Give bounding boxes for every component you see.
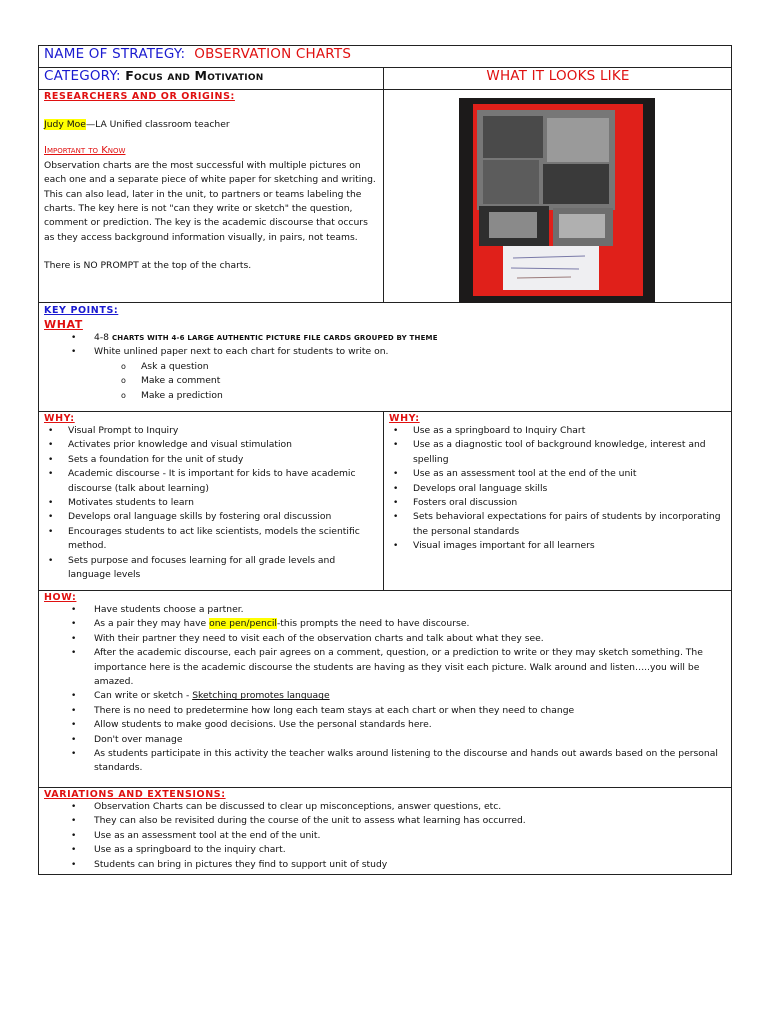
what-item [44, 331, 727, 345]
category-value: Focus and Motivation [125, 68, 264, 83]
what-sublist [44, 360, 727, 403]
why-left-item: • Develops oral language skills by fostering oral discussion [44, 510, 379, 524]
strategy-name-label: NAME OF STRATEGY: [44, 46, 186, 62]
looks-like-cell [384, 68, 732, 90]
why-right-cell [384, 412, 732, 591]
how-cell [39, 591, 732, 788]
why-left-cell [39, 412, 384, 591]
how-item-text: -this prompts the need to have discourse. [276, 618, 470, 630]
how-item-highlight: one pen/pencil [209, 618, 277, 630]
why-left-item: • Visual Prompt to Inquiry [44, 424, 379, 438]
what-item-count: 4-8 [94, 332, 110, 343]
why-left-item: • Sets purpose and focuses learning for all grade levels and language levels [44, 554, 379, 583]
why-right-item: • Sets behavioral expectations for pairs of students by incorporating the personal standards [389, 510, 727, 539]
what-item: • White unlined paper next to each chart for students to write on. [44, 345, 727, 359]
why-right-item: • Use as a springboard to Inquiry Chart [389, 424, 727, 438]
variations-item: • They can also be revisited during the course of the unit to assess what learning has occurred. [44, 814, 727, 828]
why-left-item: • Academic discourse - It is important for kids to have academic discourse (talk about learning) [44, 467, 379, 496]
photo-illustration [459, 98, 655, 303]
how-list [44, 603, 727, 776]
strategy-name-row [39, 46, 732, 68]
how-item: • With their partner they need to visit each of the observation charts and talk about what they see. [44, 632, 727, 646]
researcher-line [44, 118, 379, 132]
variations-item: • Observation Charts can be discussed to clear up misconceptions, answer questions, etc. [44, 800, 727, 814]
how-item [44, 617, 727, 631]
what-subitem: o Make a prediction [44, 389, 727, 403]
why-right-label: WHY: [389, 413, 420, 424]
category-cell [39, 68, 384, 90]
important-label: Important to Know [44, 145, 126, 157]
variations-list [44, 800, 727, 872]
no-prompt-note: There is NO PROMPT at the top of the charts. [44, 260, 252, 272]
observation-chart-photo [459, 98, 655, 303]
what-list [44, 331, 727, 360]
why-left-label: WHY: [44, 413, 75, 424]
variations-item: • Use as an assessment tool at the end of the unit. [44, 829, 727, 843]
strategy-name-cell [39, 46, 732, 68]
how-item: • After the academic discourse, each pair agrees on a comment, question, or a prediction to write or they may sketch something. The importance here is the academic discourse the students are having as they visit each picture. Walk around and listen…..you will be amazed. [44, 646, 727, 689]
why-right-item: • Visual images important for all learners [389, 539, 727, 553]
what-item-text: CHARTS WITH 4-6 LARGE AUTHENTIC PICTURE FILE CARDS GROUPED BY THEME [111, 334, 438, 342]
what-label: WHAT [44, 318, 83, 331]
how-item: • Have students choose a partner. [44, 603, 727, 617]
why-right-list [389, 424, 727, 554]
variations-item: • Use as a springboard to the inquiry chart. [44, 843, 727, 857]
how-label: HOW: [44, 592, 77, 603]
researchers-label: RESEARCHERS AND OR ORIGINS: [44, 91, 235, 102]
how-item: • Allow students to make good decisions. Use the personal standards here. [44, 718, 727, 732]
variations-cell [39, 788, 732, 875]
strategy-table [38, 45, 732, 875]
researcher-desc: —LA Unified classroom teacher [85, 119, 230, 130]
key-points-cell [39, 303, 732, 412]
researcher-name: Judy Moe [44, 119, 86, 130]
how-item-underlined: Sketching promotes language [192, 690, 330, 702]
looks-like-heading: WHAT IT LOOKS LIKE [486, 68, 630, 84]
strategy-name-value: OBSERVATION CHARTS [194, 46, 352, 62]
why-left-item: • Motivates students to learn [44, 496, 379, 510]
why-left-item: • Activates prior knowledge and visual stimulation [44, 438, 379, 452]
strategy-sheet [38, 45, 731, 875]
how-item-text: As a pair they may have [94, 618, 210, 630]
why-right-item: • Develops oral language skills [389, 482, 727, 496]
key-points-label: KEY POINTS: [44, 305, 119, 316]
why-row [39, 412, 732, 591]
why-left-list [44, 424, 379, 582]
why-left-item: • Encourages students to act like scientists, models the scientific method. [44, 525, 379, 554]
why-right-item: • Fosters oral discussion [389, 496, 727, 510]
variations-item: • Students can bring in pictures they find to support unit of study [44, 858, 727, 872]
how-item: • As students participate in this activity the teacher walks around listening to the discourse and hands out awards based on the personal standards. [44, 747, 727, 776]
variations-row [39, 788, 732, 875]
category-row [39, 68, 732, 90]
how-row [39, 591, 732, 788]
how-item: • Don't over manage [44, 733, 727, 747]
why-left-item: • Sets a foundation for the unit of study [44, 453, 379, 467]
category-label: CATEGORY: [44, 68, 121, 84]
what-subitem: o Ask a question [44, 360, 727, 374]
how-item [44, 689, 727, 703]
important-text: Observation charts are the most successful with multiple pictures on each one and a separate piece of white paper for sketching and writing. This can also lead, later in the unit, to partners or teams labeling the charts. The key here is not "can they write or sketch" the question, comment or prediction. The key is the academic discourse that occurs as they access background information visually, in pairs, not teams. [44, 159, 376, 243]
why-right-item: • Use as a diagnostic tool of background knowledge, interest and spelling [389, 438, 727, 467]
researchers-row [39, 90, 732, 303]
photo-cell [384, 90, 732, 303]
how-item-text: Can write or sketch - [94, 690, 193, 702]
researchers-cell [39, 90, 384, 303]
key-points-row [39, 303, 732, 412]
what-subitem: o Make a comment [44, 374, 727, 388]
variations-label: VARIATIONS AND EXTENSIONS: [44, 789, 226, 800]
why-right-item: • Use as an assessment tool at the end of the unit [389, 467, 727, 481]
how-item: • There is no need to predetermine how long each team stays at each chart or when they need to change [44, 704, 727, 718]
